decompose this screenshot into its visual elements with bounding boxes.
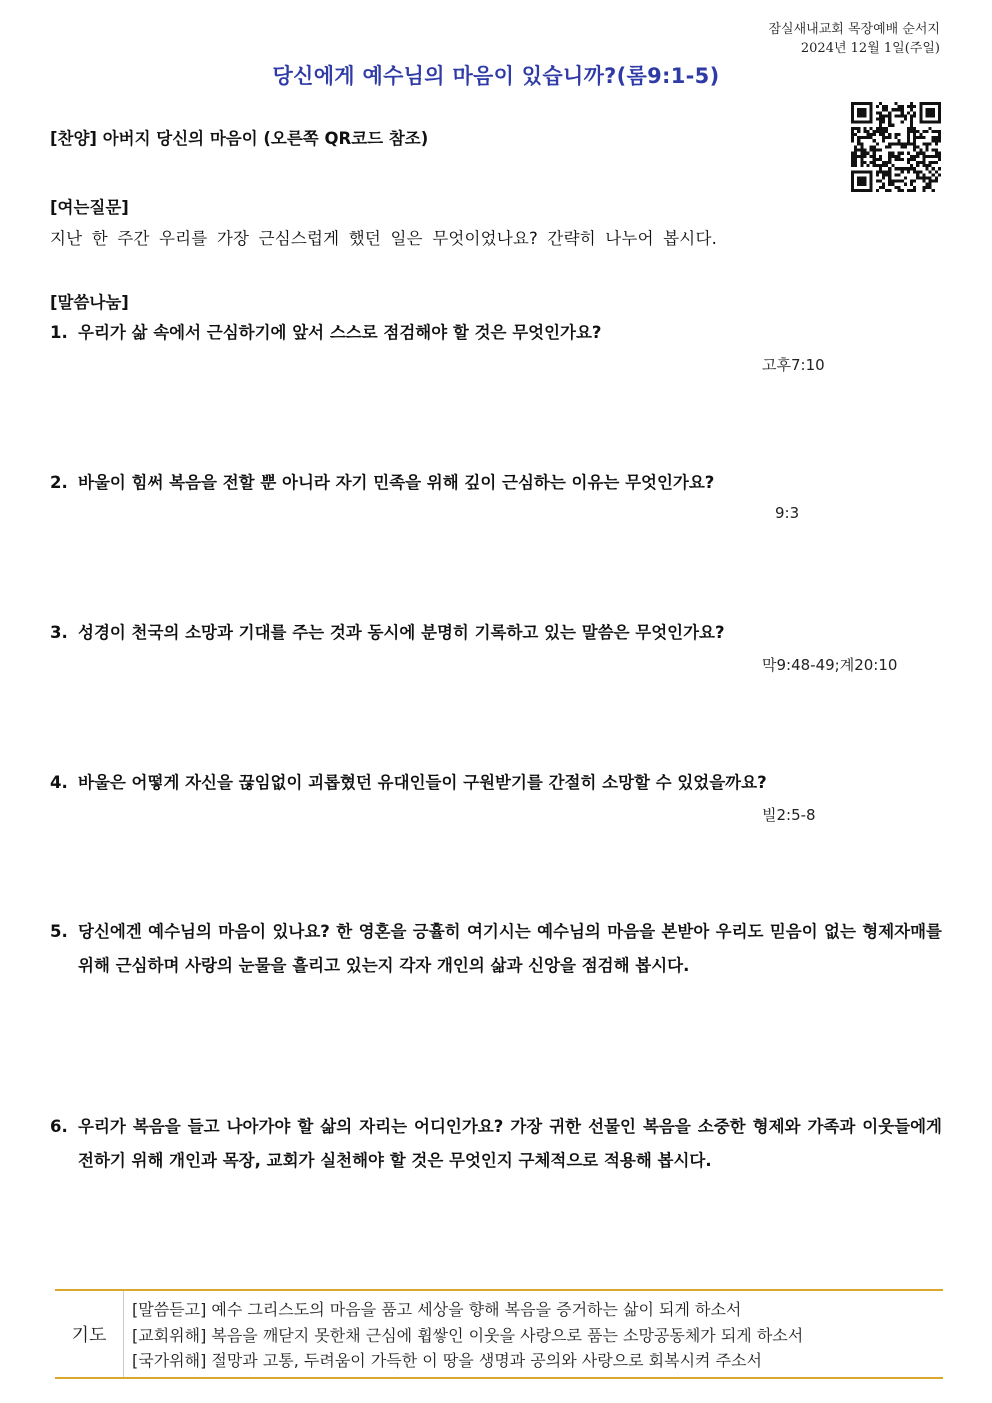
question-text: 우리가 삶 속에서 근심하기에 앞서 스스로 점검해야 할 것은 무엇인가요?: [78, 323, 602, 342]
opening-heading: [여는질문]: [50, 198, 129, 217]
service-date: 2024년 12월 1일(주일): [800, 41, 940, 56]
qr-code-icon[interactable]: [851, 102, 941, 192]
prayer-lines: [124, 1291, 943, 1377]
question-5: [50, 915, 942, 983]
question-4: [50, 766, 942, 800]
question-number: 4.: [50, 773, 68, 792]
question-text: 바울이 힘써 복음을 전할 뿐 아니라 자기 민족을 위해 깊이 근심하는 이유는 무엇인가요?: [78, 473, 715, 492]
hymn-line: [찬양] 아버지 당신의 마음이 (오른쪽 QR코드 참조): [50, 129, 429, 148]
question-text: 성경이 천국의 소망과 기대를 주는 것과 동시에 분명히 기록하고 있는 말씀은 무엇인가요?: [78, 623, 725, 642]
question-6: [50, 1110, 942, 1178]
question-3: [50, 616, 942, 650]
scripture-ref-3: 막9:48-49;계20:10: [762, 656, 898, 674]
prayer-label: 기도: [55, 1291, 124, 1377]
prayer-box: [55, 1289, 943, 1379]
question-number: 1.: [50, 323, 68, 342]
question-number: 3.: [50, 623, 68, 642]
question-2: [50, 466, 942, 500]
church-service-label: 잠실새내교회 목장예배 순서지: [768, 22, 940, 37]
question-number: 5.: [50, 922, 68, 941]
question-number: 2.: [50, 473, 68, 492]
prayer-line: [교회위해] 복음을 깨닫지 못한채 근심에 휩쌓인 이웃을 사랑으로 품는 소망공동체가 되게 하소서: [132, 1325, 804, 1345]
page-title: 당신에게 예수님의 마음이 있습니까?(롬9:1-5): [272, 64, 720, 88]
question-1: [50, 316, 942, 350]
scripture-ref-4: 빌2:5-8: [762, 806, 816, 824]
question-text: 우리가 복음을 들고 나아가야 할 삶의 자리는 어디인가요? 가장 귀한 선물인 복음을 소중한 형제와 가족과 이웃들에게 전하기 위해 개인과 목장, 교회가 실천해야 할 것은 무엇인지 구체적으로 적용해 봅시다.: [78, 1117, 942, 1170]
bulletin-meta: [768, 20, 940, 58]
sharing-heading: [말씀나눔]: [50, 293, 129, 312]
scripture-ref-2: 9:3: [775, 504, 800, 522]
prayer-line: [말씀듣고] 예수 그리스도의 마음을 품고 세상을 향해 복음을 증거하는 삶이 되게 하소서: [132, 1300, 742, 1319]
question-text: 바울은 어떻게 자신을 끊임없이 괴롭혔던 유대인들이 구원받기를 간절히 소망할 수 있었을까요?: [78, 773, 767, 792]
scripture-ref-1: 고후7:10: [762, 356, 825, 374]
question-text: 당신에겐 예수님의 마음이 있나요? 한 영혼을 긍휼히 여기시는 예수님의 마음을 본받아 우리도 믿음이 없는 형제자매를 위해 근심하며 사랑의 눈물을 흘리고 있는지 각자 개인의 삶과 신앙을 점검해 봅시다.: [78, 922, 942, 975]
question-number: 6.: [50, 1117, 68, 1136]
prayer-line: [국가위해] 절망과 고통, 두려움이 가득한 이 땅을 생명과 공의와 사랑으로 회복시켜 주소서: [132, 1351, 762, 1370]
opening-question: 지난 한 주간 우리를 가장 근심스럽게 했던 일은 무엇이었나요? 간략히 나누어 봅시다.: [50, 229, 718, 248]
